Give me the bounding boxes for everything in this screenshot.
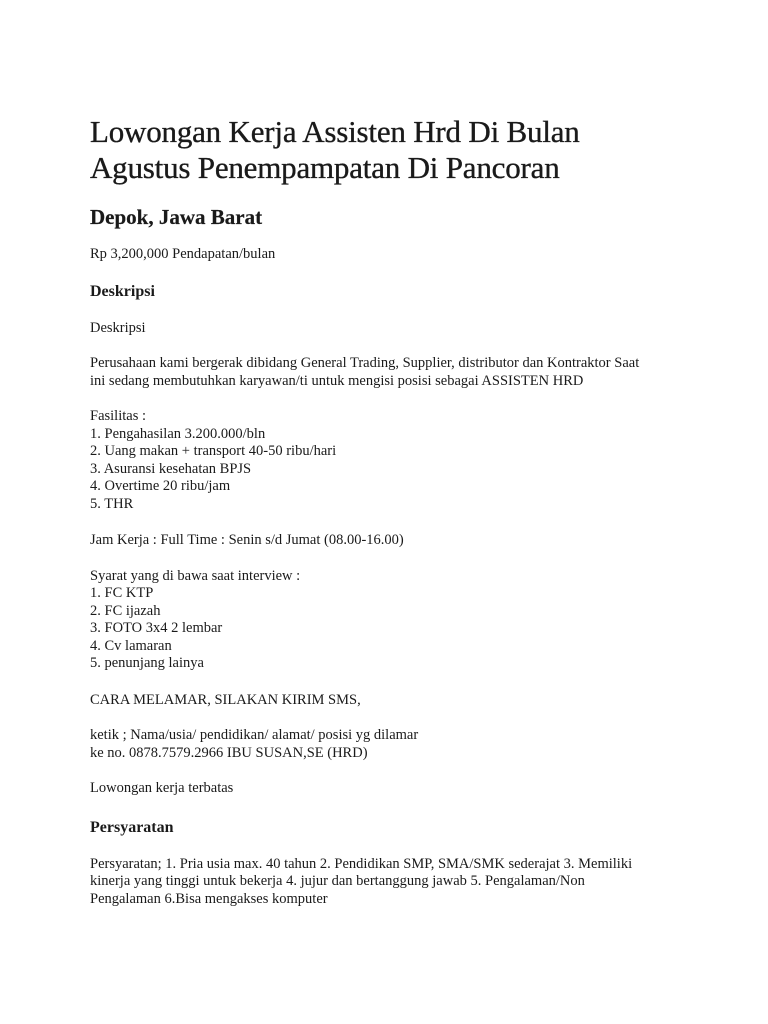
job-location: Depok, Jawa Barat — [90, 205, 263, 229]
requirements-paragraph — [90, 856, 690, 909]
requirements-line: Persyaratan; 1. Pria usia max. 40 tahun 2. Pendidikan SMP, SMA/SMK sederajat 3. Memiliki — [90, 855, 633, 872]
apply-heading: CARA MELAMAR, SILAKAN KIRIM SMS, — [90, 691, 361, 708]
sms-instructions — [90, 727, 690, 762]
description-heading: Deskripsi — [90, 282, 155, 300]
document-page — [90, 112, 690, 908]
facilities-label: Fasilitas : — [90, 408, 146, 424]
limited-note: Lowongan kerja terbatas — [90, 780, 234, 796]
facility-item: 3. Asuransi kesehatan BPJS — [90, 460, 252, 477]
facilities-block — [90, 408, 690, 513]
intro-paragraph — [90, 355, 690, 390]
interview-item: 2. FC ijazah — [90, 602, 161, 619]
job-title — [90, 114, 690, 186]
description-label: Deskripsi — [90, 319, 146, 336]
job-title-line: Lowongan Kerja Assisten Hrd Di Bulan — [90, 114, 580, 149]
sms-line: ke no. 0878.7579.2966 IBU SUSAN,SE (HRD) — [90, 744, 368, 761]
requirements-heading: Persyaratan — [90, 818, 174, 836]
interview-item: 3. FOTO 3x4 2 lembar — [90, 620, 223, 636]
interview-item: 1. FC KTP — [90, 585, 154, 601]
facility-item: 5. THR — [90, 495, 134, 512]
intro-line: Perusahaan kami bergerak dibidang General Trading, Supplier, distributor dan Kontraktor Saat — [90, 355, 640, 371]
requirements-line: Pengalaman 6.Bisa mengakses komputer — [90, 890, 328, 907]
facility-item: 1. Pengahasilan 3.200.000/bln — [90, 425, 266, 442]
intro-line: ini sedang membutuhkan karyawan/ti untuk mengisi posisi sebagai ASSISTEN HRD — [90, 372, 584, 389]
interview-item: 5. penunjang lainya — [90, 655, 204, 671]
work-hours: Jam Kerja : Full Time : Senin s/d Jumat (08.00-16.00) — [90, 532, 404, 548]
facility-item: 4. Overtime 20 ribu/jam — [90, 478, 231, 494]
facility-item: 2. Uang makan + transport 40-50 ribu/hari — [90, 443, 337, 459]
interview-label: Syarat yang di bawa saat interview : — [90, 567, 301, 584]
salary-text: Rp 3,200,000 Pendapatan/bulan — [90, 246, 276, 262]
interview-item: 4. Cv lamaran — [90, 637, 172, 654]
sms-line: ketik ; Nama/usia/ pendidikan/ alamat/ posisi yg dilamar — [90, 727, 419, 743]
job-title-line: Agustus Penempampatan Di Pancoran — [90, 150, 560, 185]
requirements-line: kinerja yang tinggi untuk bekerja 4. jujur dan bertanggung jawab 5. Pengalaman/Non — [90, 873, 585, 889]
interview-block — [90, 568, 690, 673]
